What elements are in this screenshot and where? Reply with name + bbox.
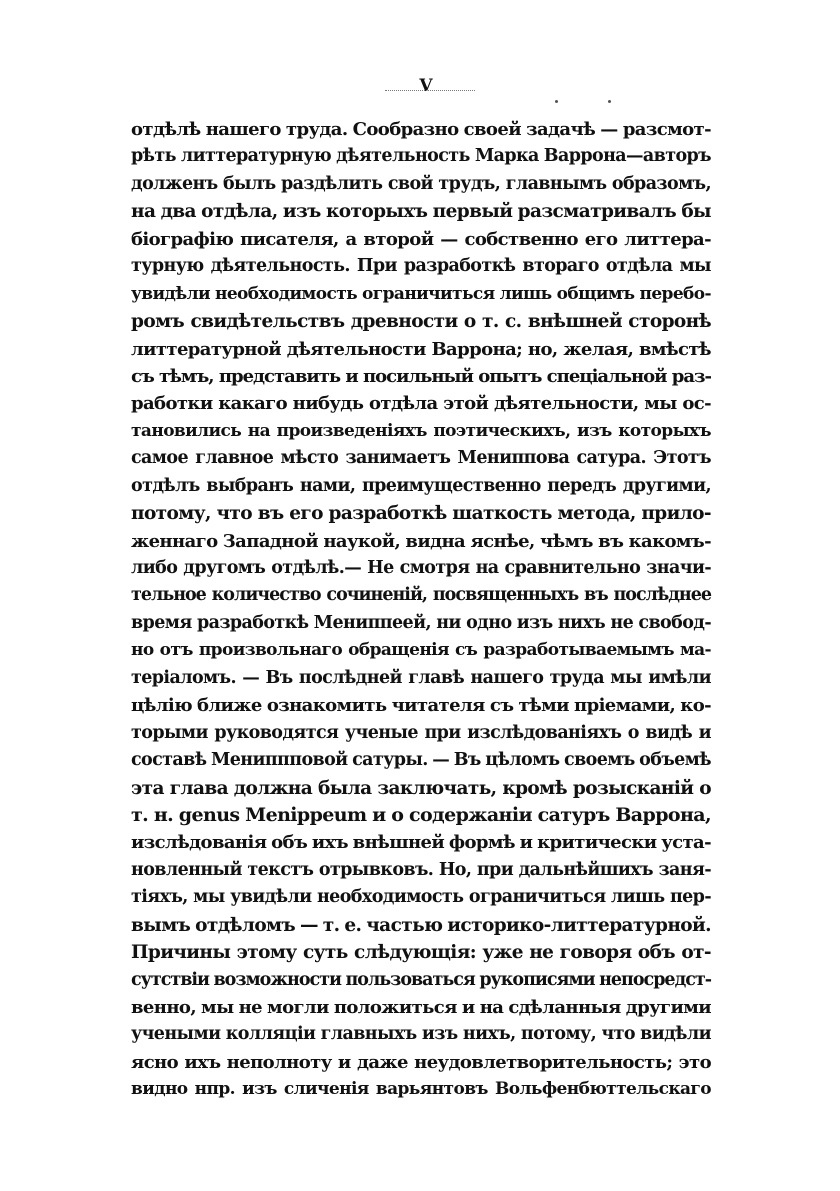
text-line: долженъ былъ раздѣлить свой трудъ, главнымъ образомъ, xyxy=(131,173,711,194)
text-line: эта глава должна была заключать, кромѣ розысканій о xyxy=(131,777,711,799)
text-line: вымъ отдѣломъ — т. е. частью историко-литтературной. xyxy=(131,914,711,936)
text-line: біографію писателя, а второй — собственно его литтера- xyxy=(131,228,711,250)
text-line: ромъ свидѣтельствъ древности о т. с. внѣшней сторонѣ xyxy=(131,311,711,333)
text-line: изслѣдованія объ ихъ внѣшней формѣ и критически уста- xyxy=(131,832,711,854)
text-line: увидѣли необходимость ограничиться лишь общимъ перебо- xyxy=(131,283,711,304)
text-line: время разработкѣ Мениппеей, ни одно изъ нихъ не свобод- xyxy=(131,612,711,633)
text-line: тіяхъ, мы увидѣли необходимость ограничиться лишь пер- xyxy=(131,887,711,908)
text-line: цѣлію ближе ознакомить читателя съ тѣми пріемами, ко- xyxy=(131,695,711,717)
text-line: тановились на произведеніяхъ поэтическихъ, изъ которыхъ xyxy=(131,420,711,441)
text-line: тельное количество сочиненій, посвященныхъ въ послѣднее xyxy=(131,585,711,606)
text-line: самое главное мѣсто занимаетъ Мениппова сатура. Этотъ xyxy=(131,448,711,469)
body-text xyxy=(131,116,711,1104)
text-line: но отъ произвольнаго обращенія съ разработываемымъ ма- xyxy=(131,640,711,661)
print-speck xyxy=(555,100,558,103)
text-line: женнаго Западной наукой, видна яснѣе, чѣмъ въ какомъ- xyxy=(131,530,711,552)
page-number: V xyxy=(419,76,433,96)
text-line: т. н. genus Menippeum и о содержаніи сатуръ Варрона, xyxy=(131,803,711,826)
text-line: литтературной дѣятельности Варрона; но, желая, вмѣстѣ xyxy=(131,338,711,360)
text-line: сутствіи возможности пользоваться рукописями непосредст- xyxy=(131,969,711,990)
text-line: теріаломъ. — Въ послѣдней главѣ нашего труда мы имѣли xyxy=(131,667,711,688)
text-line: либо другомъ отдѣлѣ.— Не смотря на сравнительно значи- xyxy=(131,558,711,578)
print-speck xyxy=(608,100,611,103)
text-line: торыми руководятся ученые при изслѣдованіяхъ о видѣ и xyxy=(131,722,711,743)
text-line: съ тѣмъ, представить и посильный опытъ спеціальной раз- xyxy=(131,365,711,387)
text-line: составѣ Мениппповой сатуры. — Въ цѣломъ своемъ объемѣ xyxy=(131,750,711,771)
text-line: ясно ихъ неполноту и даже неудовлетворительность; это xyxy=(131,1051,711,1073)
text-line: работки какаго нибудь отдѣла этой дѣятельности, мы ос- xyxy=(131,393,711,415)
text-line: отдѣлѣ нашего труда. Сообразно своей задачѣ — разсмот- xyxy=(131,119,711,140)
text-line: учеными колляціи главныхъ изъ нихъ, потому, что видѣли xyxy=(131,1024,711,1045)
text-line: Причины этому суть слѣдующія: уже не говоря объ от- xyxy=(131,942,711,964)
text-line: венно, мы не могли положиться и на сдѣланныя другими xyxy=(131,997,711,1018)
text-line: турную дѣятельность. При разработкѣ втораго отдѣла мы xyxy=(131,256,711,277)
header-dotted-rule xyxy=(385,90,475,91)
text-line: рѣть литтературную дѣятельность Марка Варрона—авторъ xyxy=(131,146,711,167)
text-line: отдѣлъ выбранъ нами, преимущественно передъ другими, xyxy=(131,475,711,496)
text-line: видно нпр. изъ сличенія варьянтовъ Вольфенбюттельскаго xyxy=(131,1079,711,1100)
text-line: новленный текстъ отрывковъ. Но, при дальнѣйшихъ заня- xyxy=(131,859,711,880)
text-line: потому, что въ его разработкѣ шаткость метода, прило- xyxy=(131,503,711,525)
text-line: на два отдѣла, изъ которыхъ первый разсматривалъ бы xyxy=(131,201,711,223)
